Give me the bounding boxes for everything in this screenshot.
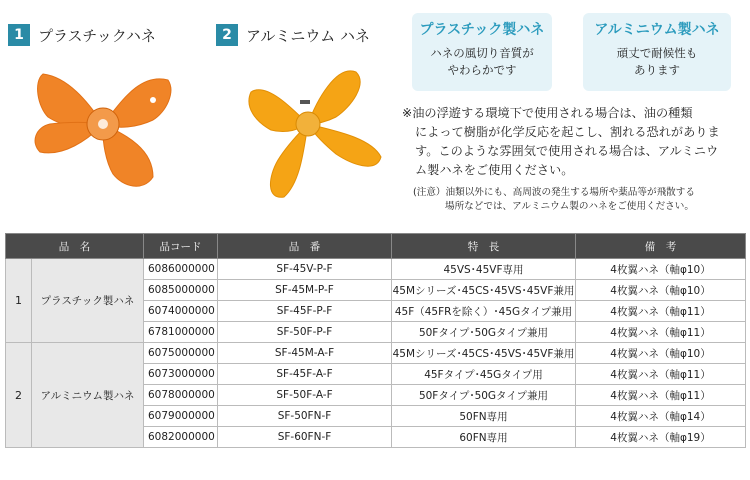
cell-part: SF-50F-P-F — [218, 322, 392, 343]
header-name: 品 名 — [6, 234, 144, 259]
product-title-plastic: プラスチックハネ — [38, 27, 156, 45]
cell-part: SF-50FN-F — [218, 406, 392, 427]
header-remark: 備 考 — [576, 234, 746, 259]
cell-code: 6085000000 — [144, 280, 218, 301]
product-title-aluminium: アルミニウム ハネ — [246, 27, 371, 45]
cell-feature: 50FN専用 — [392, 406, 576, 427]
cell-remark: 4枚翼ハネ（軸φ10） — [576, 343, 746, 364]
cell-part: SF-45M-P-F — [218, 280, 392, 301]
product-number-1: 1 — [8, 24, 30, 46]
badge-aluminium-desc-line1: 頑丈で耐候性も — [616, 46, 698, 60]
table-row — [6, 259, 746, 280]
group-index-2: 2 — [6, 343, 32, 448]
cell-part: SF-45M-A-F — [218, 343, 392, 364]
group-index-1: 1 — [6, 259, 32, 343]
cell-remark: 4枚翼ハネ（軸φ11） — [576, 385, 746, 406]
plastic-fan-blade-image — [28, 52, 178, 204]
cell-remark: 4枚翼ハネ（軸φ10） — [576, 259, 746, 280]
caution-line-1: (注意）油類以外にも、高周波の発生する場所や薬品等が飛散する — [413, 187, 695, 198]
cell-code: 6086000000 — [144, 259, 218, 280]
oil-environment-note — [402, 104, 742, 180]
product-table — [5, 233, 746, 448]
badge-aluminium-desc-line2: あります — [634, 63, 680, 77]
badge-plastic — [412, 13, 552, 91]
cell-code: 6078000000 — [144, 385, 218, 406]
cell-part: SF-60FN-F — [218, 427, 392, 448]
cell-remark: 4枚翼ハネ（軸φ19） — [576, 427, 746, 448]
cell-part: SF-45V-P-F — [218, 259, 392, 280]
note-line-3: す。このような雰囲気で使用される場合は、アルミニウ — [415, 144, 719, 158]
cell-code: 6079000000 — [144, 406, 218, 427]
header-feature: 特 長 — [392, 234, 576, 259]
group-name-plastic: プラスチック製ハネ — [32, 259, 144, 343]
caution-line-2: 場所などでは、アルミニウム製のハネをご使用ください。 — [445, 201, 694, 212]
cell-feature: 45Fタイプ･45Gタイプ用 — [392, 364, 576, 385]
cell-feature: 45F（45FRを除く）･45Gタイプ兼用 — [392, 301, 576, 322]
cell-part: SF-50F-A-F — [218, 385, 392, 406]
note-line-1: ※油の浮遊する環境下で使用される場合は、油の種類 — [402, 106, 693, 120]
note-line-2: によって樹脂が化学反応を起こし、割れる恐れがありま — [415, 125, 720, 139]
badge-plastic-title: プラスチック製ハネ — [419, 22, 545, 38]
product-number-2: 2 — [216, 24, 238, 46]
badge-plastic-desc-line2: やわらかです — [447, 63, 517, 77]
cell-remark: 4枚翼ハネ（軸φ11） — [576, 322, 746, 343]
cell-feature: 50Fタイプ･50Gタイプ兼用 — [392, 322, 576, 343]
group-name-aluminium: アルミニウム製ハネ — [32, 343, 144, 448]
cell-remark: 4枚翼ハネ（軸φ14） — [576, 406, 746, 427]
badge-plastic-desc — [412, 45, 552, 79]
note-line-4: ム製ハネをご使用ください。 — [415, 163, 574, 177]
cell-feature: 60FN専用 — [392, 427, 576, 448]
header-code: 品コード — [144, 234, 218, 259]
cell-feature: 50Fタイプ･50Gタイプ兼用 — [392, 385, 576, 406]
caution-note — [413, 186, 743, 214]
cell-part: SF-45F-A-F — [218, 364, 392, 385]
header-part: 品 番 — [218, 234, 392, 259]
cell-part: SF-45F-P-F — [218, 301, 392, 322]
cell-remark: 4枚翼ハネ（軸φ11） — [576, 301, 746, 322]
cell-code: 6074000000 — [144, 301, 218, 322]
cell-code: 6781000000 — [144, 322, 218, 343]
cell-code: 6082000000 — [144, 427, 218, 448]
badge-plastic-desc-line1: ハネの風切り音質が — [430, 46, 534, 60]
cell-feature: 45Mシリーズ･45CS･45VS･45VF兼用 — [392, 280, 576, 301]
badge-aluminium — [583, 13, 731, 91]
cell-feature: 45VS･45VF専用 — [392, 259, 576, 280]
badge-aluminium-desc — [583, 45, 731, 79]
table-row — [6, 343, 746, 364]
cell-remark: 4枚翼ハネ（軸φ11） — [576, 364, 746, 385]
cell-remark: 4枚翼ハネ（軸φ10） — [576, 280, 746, 301]
cell-code: 6073000000 — [144, 364, 218, 385]
badge-aluminium-title: アルミニウム製ハネ — [594, 22, 720, 38]
cell-feature: 45Mシリーズ･45CS･45VS･45VF兼用 — [392, 343, 576, 364]
cell-code: 6075000000 — [144, 343, 218, 364]
aluminium-fan-blade-image — [236, 52, 386, 204]
table-header-row — [6, 234, 746, 259]
